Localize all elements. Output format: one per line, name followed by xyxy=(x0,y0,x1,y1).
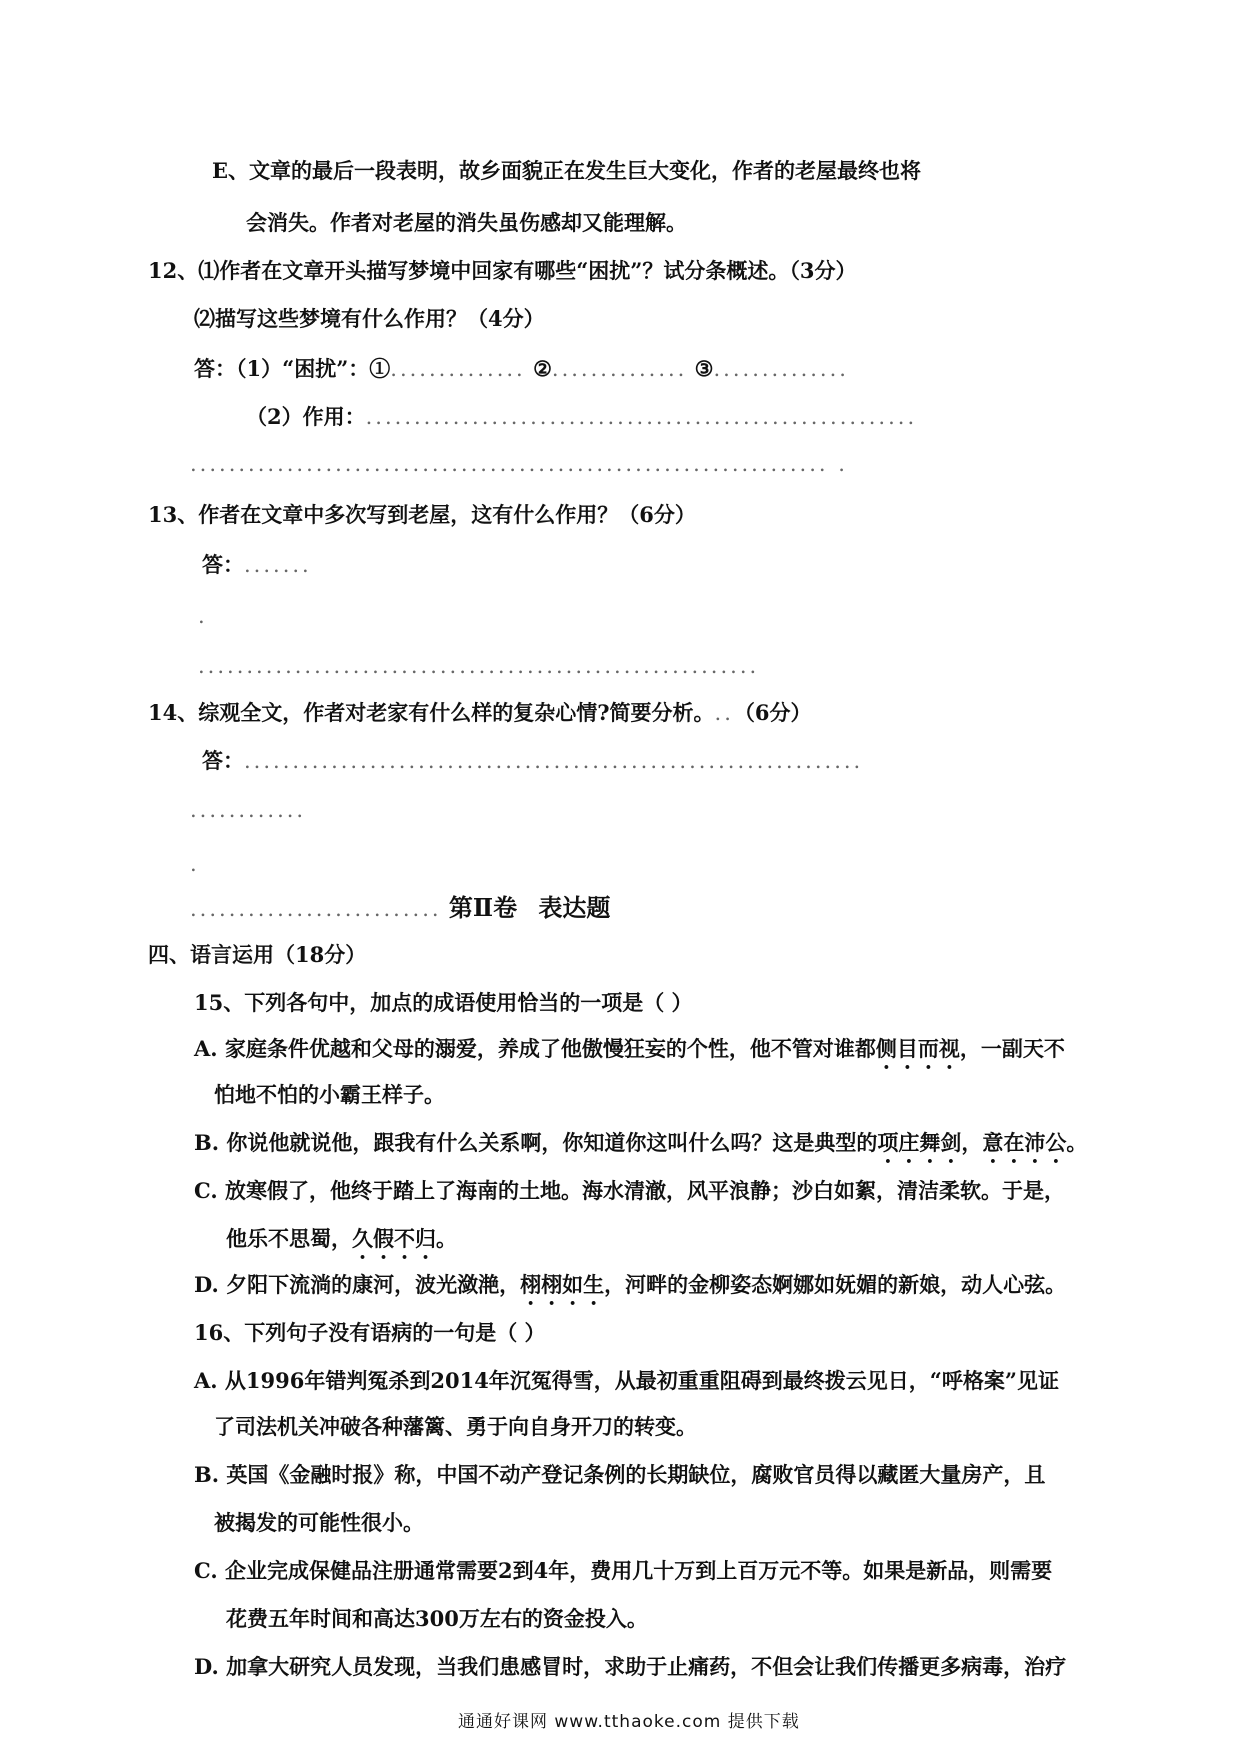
answer-blank-line: . xyxy=(198,604,208,628)
option-text: 。 xyxy=(436,1226,457,1251)
volume-label: 第Ⅱ卷 xyxy=(448,893,518,922)
q15-option-a-line1 xyxy=(194,1036,1065,1074)
answer-blank: ......................................................... xyxy=(365,405,918,429)
option-text: D. 夕阳下流淌的康河，波光潋滟， xyxy=(194,1272,521,1297)
answer-blank: .......................... xyxy=(190,897,442,921)
answer-blank-line: ............ xyxy=(190,798,307,822)
q14-question-line xyxy=(148,700,812,726)
option-text: 。 xyxy=(1066,1130,1088,1155)
q16-option-b-line2: 被揭发的可能性很小。 xyxy=(214,1510,424,1535)
q16-option-a-line2: 了司法机关冲破各种藩篱、勇于向自身开刀的转变。 xyxy=(214,1414,697,1439)
page-footer: 通通好课网 www.tthaoke.com 提供下载 xyxy=(458,1712,800,1732)
q11-option-e-line2: 会消失。作者对老屋的消失虽伤感却又能理解。 xyxy=(246,210,687,235)
q12-circle-2: ② xyxy=(533,356,552,381)
q14-answer-line xyxy=(202,748,863,774)
answer-blank-line: .......................................................... xyxy=(198,654,760,678)
q14-question: 14、综观全文，作者对老家有什么样的复杂心情?简要分析。 xyxy=(148,700,715,725)
q12-circle-3: ③ xyxy=(694,356,714,381)
answer-blank: ................................................................ xyxy=(244,749,864,773)
option-text: 他乐不思蜀， xyxy=(226,1226,352,1251)
option-text: ，一副天不 xyxy=(959,1036,1065,1061)
answer-blank-line: . xyxy=(190,852,200,876)
emphasized-idiom: 久假不归 xyxy=(352,1226,436,1251)
answer-blank: .. xyxy=(714,701,734,725)
q15-option-c-line1: C. 放寒假了，他终于踏上了海南的土地。海水清澈，风平浪静；沙白如絮，清洁柔软。于是， xyxy=(194,1178,1065,1203)
q12-part1: 12、⑴作者在文章开头描写梦境中回家有哪些“困扰”？试分条概述。（3分） xyxy=(148,258,857,283)
q15-stem: 15、下列各句中，加点的成语使用恰当的一项是（ ） xyxy=(194,990,693,1015)
answer-blank: .............. xyxy=(551,357,688,381)
q14-points: （6分） xyxy=(733,700,812,725)
q15-option-a-line2: 怕地不怕的小霸王样子。 xyxy=(214,1082,445,1107)
volume-heading xyxy=(190,894,610,923)
q13-answer-prefix: 答： xyxy=(202,552,244,577)
q12-answer-line1 xyxy=(194,356,849,382)
section4-heading: 四、语言运用（18分） xyxy=(148,942,367,967)
emphasized-idiom: 栩栩如生 xyxy=(520,1272,605,1297)
option-text: A. 家庭条件优越和父母的溺爱，养成了他傲慢狂妄的个性，他不管对谁都 xyxy=(194,1036,876,1061)
q13-answer-line xyxy=(202,552,312,578)
q16-option-c-line1: C. 企业完成保健品注册通常需要2到4年，费用几十万到上百万元不等。如果是新品，则需要 xyxy=(194,1558,1053,1583)
option-text: ，河畔的金柳姿态婀娜如妩媚的新娘，动人心弦。 xyxy=(604,1272,1067,1297)
q15-option-c-line2 xyxy=(226,1226,457,1264)
q12-answer-line2 xyxy=(246,404,917,430)
answer-blank: ....... xyxy=(244,553,312,577)
q11-option-e-line1: E、文章的最后一段表明，故乡面貌正在发生巨大变化，作者的老屋最终也将 xyxy=(212,158,922,183)
emphasized-idiom: 项庄舞剑，意在沛公 xyxy=(877,1130,1067,1155)
q16-option-c-line2: 花费五年时间和高达300万左右的资金投入。 xyxy=(226,1606,648,1631)
q12-answer2-prefix: （2）作用： xyxy=(246,404,366,429)
q16-option-a-line1: A. 从1996年错判冤杀到2014年沉冤得雪，从最初重重阻碍到最终拨云见日，“呼格案”见证 xyxy=(194,1368,1059,1393)
answer-blank: .............. xyxy=(713,357,849,381)
q12-part2: ⑵描写这些梦境有什么作用？（4分） xyxy=(194,306,545,331)
answer-blank: .............. xyxy=(390,357,526,381)
q12-answer-prefix: 答：（1）“困扰”：① xyxy=(194,356,391,381)
q13-question: 13、作者在文章中多次写到老屋，这有什么作用？（6分） xyxy=(148,502,696,527)
option-text: B. 你说他就说他，跟我有什么关系啊，你知道你这叫什么吗？这是典型的 xyxy=(194,1130,878,1155)
q14-answer-prefix: 答： xyxy=(202,748,244,773)
q15-option-d xyxy=(194,1272,1066,1310)
q15-option-b xyxy=(194,1130,1087,1168)
q16-stem: 16、下列句子没有语病的一句是（ ） xyxy=(194,1320,546,1345)
q16-option-b-line1: B. 英国《金融时报》称，中国不动产登记条例的长期缺位，腐败官员得以藏匿大量房产，且 xyxy=(194,1462,1046,1487)
volume-title: 表达题 xyxy=(538,893,611,922)
answer-blank-line: .................................................................. . xyxy=(190,452,848,476)
emphasized-idiom: 侧目而视 xyxy=(875,1036,960,1061)
q16-option-d-line1: D. 加拿大研究人员发现，当我们患感冒时，求助于止痛药，不但会让我们传播更多病毒，治疗 xyxy=(194,1654,1067,1679)
